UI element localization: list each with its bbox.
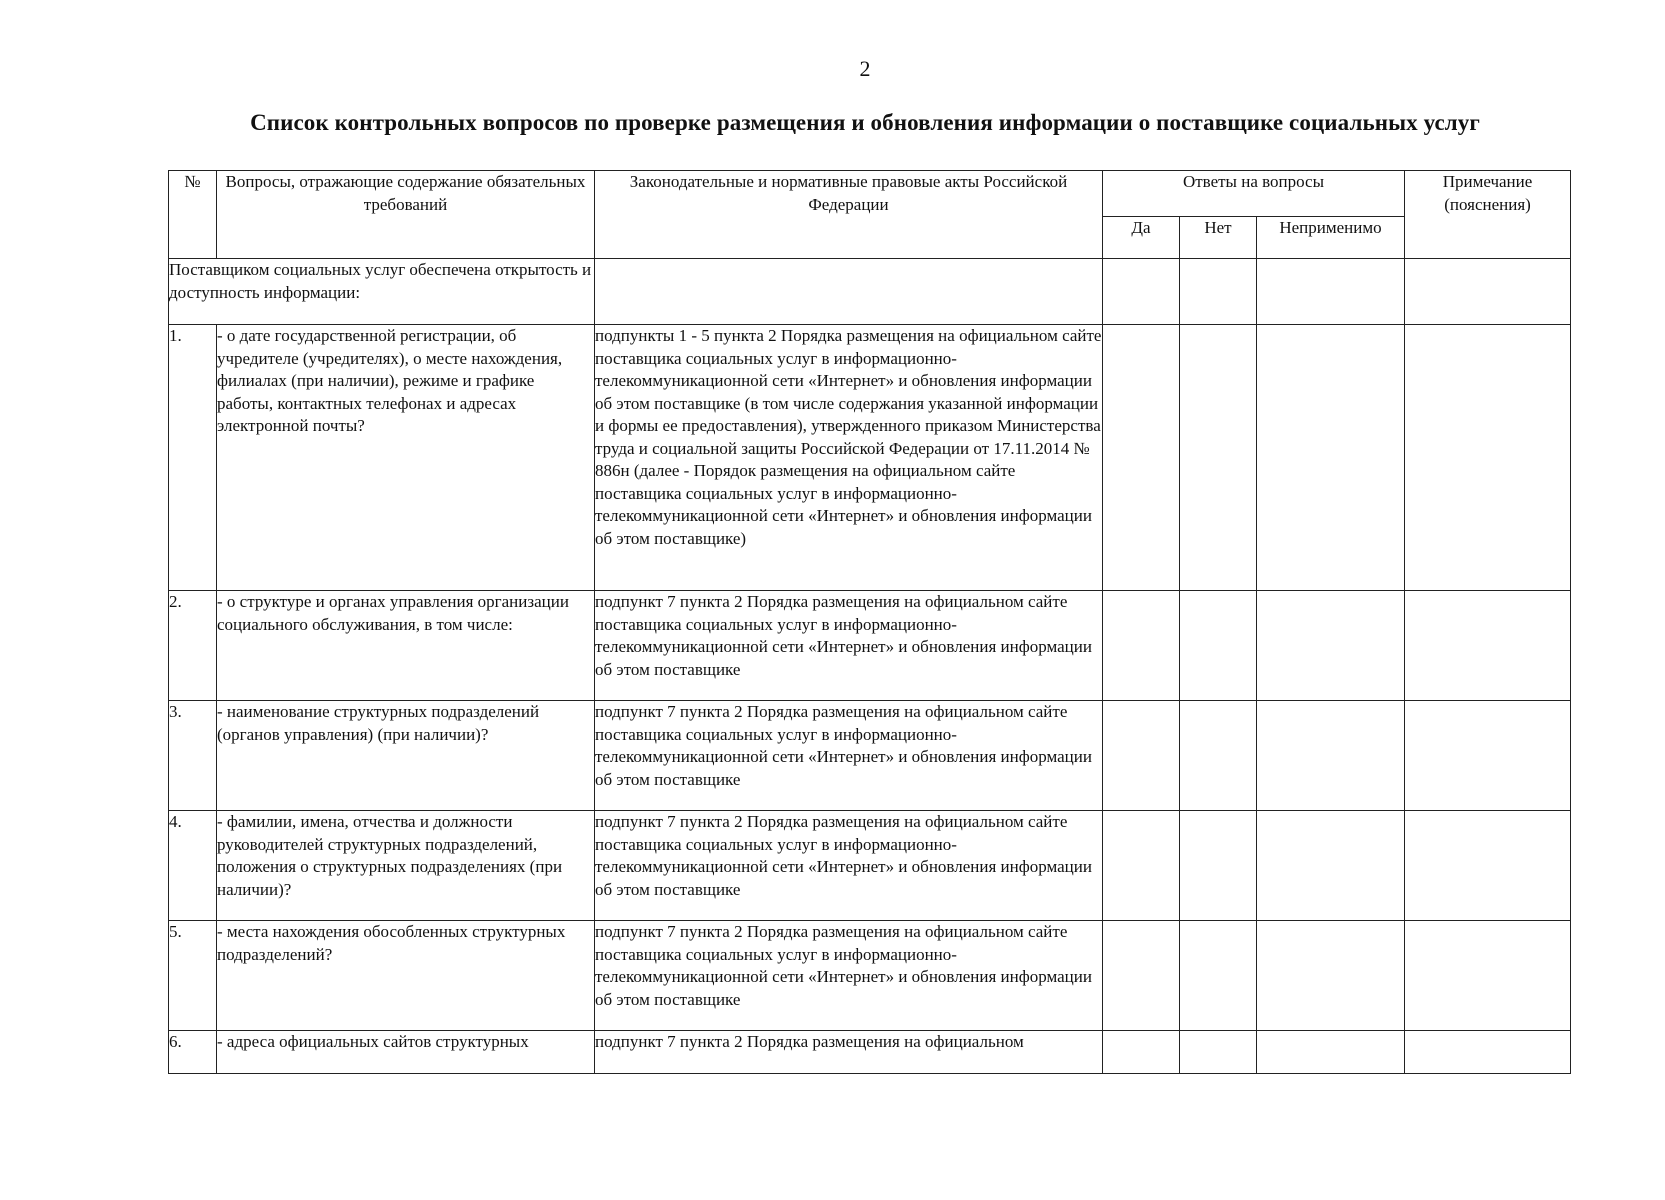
header-questions: Вопросы, отражающие содержание обязательных требований	[217, 171, 595, 259]
row-number: 4.	[169, 811, 217, 921]
row-number: 1.	[169, 325, 217, 591]
row-act: подпункт 7 пункта 2 Порядка размещения на официальном	[595, 1031, 1103, 1074]
row-act: подпункт 7 пункта 2 Порядка размещения на официальном сайте поставщика социальных услуг в информационно-телекоммуникационной сети «Интернет» и обновления информации об этом поставщике	[595, 591, 1103, 701]
header-number: №	[169, 171, 217, 259]
note-cell	[1405, 701, 1571, 811]
section-no-cell	[1180, 259, 1257, 325]
table-row	[169, 591, 1571, 701]
row-question: - о дате государственной регистрации, об учредителе (учредителях), о месте нахождения, филиалах (при наличии), режиме и графике работы, контактных телефонах и адресах электронной почты?	[217, 325, 595, 591]
answer-na-cell	[1257, 325, 1405, 591]
answer-yes-cell	[1103, 1031, 1180, 1074]
answer-na-cell	[1257, 811, 1405, 921]
section-label: Поставщиком социальных услуг обеспечена открытость и доступность информации:	[169, 259, 595, 325]
note-cell	[1405, 811, 1571, 921]
answer-yes-cell	[1103, 811, 1180, 921]
row-act: подпункты 1 - 5 пункта 2 Порядка размещения на официальном сайте поставщика социальных услуг в информационно-телекоммуникационной сети «Интернет» и обновления информации об этом поставщике (в том числе содержания указанной информации и формы ее предоставления), утвержденного приказом Министерства труда и социальной защиты Российской Федерации от 17.11.2014 № 886н (далее - Порядок размещения на официальном сайте поставщика социальных услуг в информационно-телекоммуникационной сети «Интернет» и обновления информации об этом поставщике)	[595, 325, 1103, 591]
answer-na-cell	[1257, 701, 1405, 811]
header-row	[169, 171, 1571, 217]
answer-na-cell	[1257, 591, 1405, 701]
section-note-cell	[1405, 259, 1571, 325]
header-yes: Да	[1103, 217, 1180, 259]
note-cell	[1405, 591, 1571, 701]
answer-yes-cell	[1103, 701, 1180, 811]
table-row	[169, 1031, 1571, 1074]
row-act: подпункт 7 пункта 2 Порядка размещения на официальном сайте поставщика социальных услуг в информационно-телекоммуникационной сети «Интернет» и обновления информации об этом поставщике	[595, 921, 1103, 1031]
note-cell	[1405, 325, 1571, 591]
header-acts: Законодательные и нормативные правовые акты Российской Федерации	[595, 171, 1103, 259]
answer-no-cell	[1180, 325, 1257, 591]
section-row	[169, 259, 1571, 325]
header-not-applicable: Неприменимо	[1257, 217, 1405, 259]
row-number: 5.	[169, 921, 217, 1031]
row-act: подпункт 7 пункта 2 Порядка размещения на официальном сайте поставщика социальных услуг в информационно-телекоммуникационной сети «Интернет» и обновления информации об этом поставщике	[595, 701, 1103, 811]
answer-na-cell	[1257, 1031, 1405, 1074]
row-act: подпункт 7 пункта 2 Порядка размещения на официальном сайте поставщика социальных услуг в информационно-телекоммуникационной сети «Интернет» и обновления информации об этом поставщике	[595, 811, 1103, 921]
row-question: - места нахождения обособленных структурных подразделений?	[217, 921, 595, 1031]
checklist-table	[168, 170, 1571, 1074]
row-question: - фамилии, имена, отчества и должности руководителей структурных подразделений, положения о структурных подразделениях (при наличии)?	[217, 811, 595, 921]
row-number: 6.	[169, 1031, 217, 1074]
answer-na-cell	[1257, 921, 1405, 1031]
table-row	[169, 325, 1571, 591]
answer-yes-cell	[1103, 591, 1180, 701]
header-no: Нет	[1180, 217, 1257, 259]
section-na-cell	[1257, 259, 1405, 325]
answer-yes-cell	[1103, 921, 1180, 1031]
table-row	[169, 921, 1571, 1031]
row-question: - наименование структурных подразделений (органов управления) (при наличии)?	[217, 701, 595, 811]
header-answers: Ответы на вопросы	[1103, 171, 1405, 217]
page-number: 2	[859, 56, 871, 81]
answer-no-cell	[1180, 811, 1257, 921]
table-row	[169, 701, 1571, 811]
row-question: - адреса официальных сайтов структурных	[217, 1031, 595, 1074]
answer-no-cell	[1180, 921, 1257, 1031]
row-question: - о структуре и органах управления организации социального обслуживания, в том числе:	[217, 591, 595, 701]
answer-no-cell	[1180, 591, 1257, 701]
row-number: 2.	[169, 591, 217, 701]
note-cell	[1405, 921, 1571, 1031]
row-number: 3.	[169, 701, 217, 811]
section-yes-cell	[1103, 259, 1180, 325]
document-title: Список контрольных вопросов по проверке размещения и обновления информации о поставщике социальных услуг	[250, 110, 1480, 135]
note-cell	[1405, 1031, 1571, 1074]
table-row	[169, 811, 1571, 921]
section-act-cell	[595, 259, 1103, 325]
answer-yes-cell	[1103, 325, 1180, 591]
answer-no-cell	[1180, 1031, 1257, 1074]
header-note: Примечание (пояснения)	[1405, 171, 1571, 259]
answer-no-cell	[1180, 701, 1257, 811]
